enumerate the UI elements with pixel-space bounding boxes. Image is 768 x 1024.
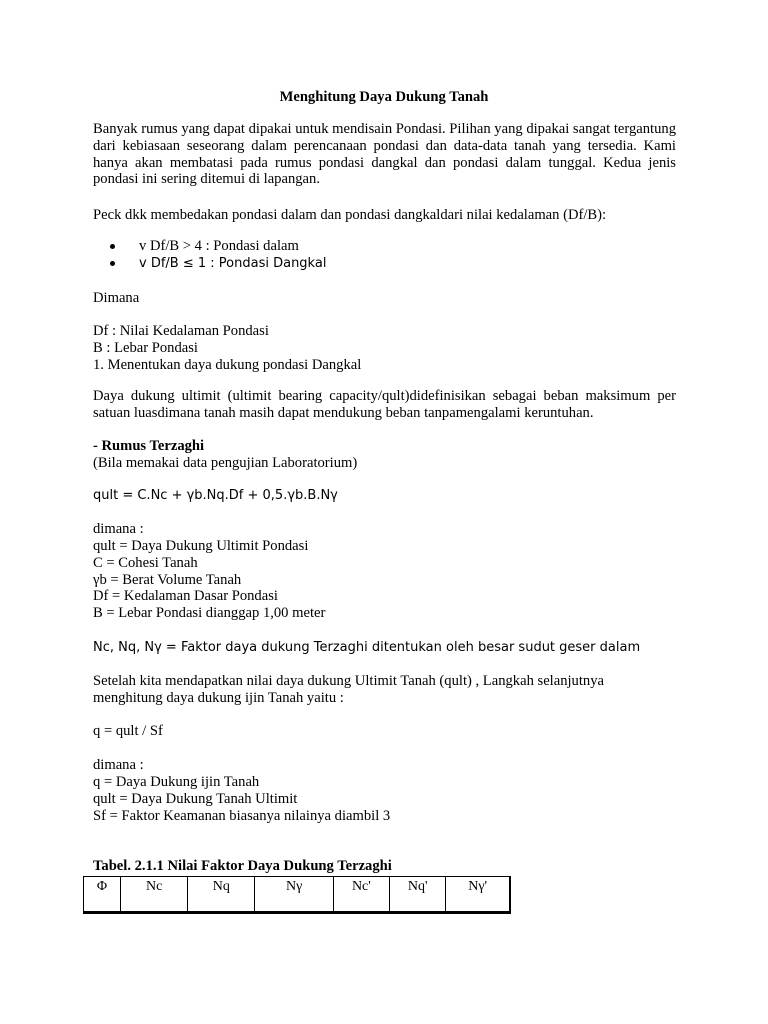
table-header-cell: Nc xyxy=(121,877,188,913)
bullet-icon xyxy=(110,244,115,249)
page-title: Menghitung Daya Dukung Tanah xyxy=(279,89,489,105)
definition-line: B = Lebar Pondasi dianggap 1,00 meter xyxy=(93,605,326,622)
table-header-cell: Nq xyxy=(188,877,255,913)
bearing-factor-table xyxy=(83,876,511,914)
table-header-cell: Nc' xyxy=(333,877,389,913)
definition-line: q = Daya Dukung ijin Tanah xyxy=(93,774,260,790)
depth-criteria-list xyxy=(110,238,326,272)
list-item xyxy=(110,238,326,255)
terzaghi-subheading: (Bila memakai data pengujian Laboratorium) xyxy=(93,455,358,471)
definitions-3 xyxy=(93,774,676,824)
definition-line: Df : Nilai Kedalaman Pondasi xyxy=(93,323,269,339)
intro-paragraph: Banyak rumus yang dapat dipakai untuk mendisain Pondasi. Pilihan yang dipakai sangat tergantung dari kebiasaan seseorang dalam perencanaan pondasi dan data-data tanah yang tersedia. Kami hanya akan membatasi pada rumus pondasi dangkal dan pondasi dalam tunggal. Kedua jenis pondasi ini sering ditemui di lapangan. xyxy=(93,121,676,188)
table-header-cell: Nγ xyxy=(255,877,333,913)
paragraph-line: menghitung daya dukung ijin Tanah yaitu : xyxy=(93,689,344,706)
definition-line: Df = Kedalaman Dasar Pondasi xyxy=(93,588,278,605)
dimana-label: Dimana xyxy=(93,290,140,306)
table-caption: Tabel. 2.1.1 Nilai Faktor Daya Dukung Terzaghi xyxy=(93,858,392,874)
list-item-text: v Df/B ≤ 1 : Pondasi Dangkal xyxy=(139,256,327,271)
definition-line: qult = Daya Dukung Tanah Ultimit xyxy=(93,790,298,807)
paragraph-line: Setelah kita mendapatkan nilai daya dukung Ultimit Tanah (qult) , Langkah selanjutnya xyxy=(93,673,604,689)
dimana-label-3: dimana : xyxy=(93,757,144,773)
definition-line: B : Lebar Pondasi xyxy=(93,339,198,356)
bullet-icon xyxy=(110,261,115,266)
definition-line: Sf = Faktor Keamanan biasanya nilainya diambil 3 xyxy=(93,807,391,824)
table-header-cell: Nγ' xyxy=(446,877,510,913)
list-item-text: v Df/B > 4 : Pondasi dalam xyxy=(139,238,299,254)
definition-line: C = Cohesi Tanah xyxy=(93,554,198,571)
allowable-formula: q = qult / Sf xyxy=(93,723,163,739)
definition-line: γb = Berat Volume Tanah xyxy=(93,571,242,588)
list-item xyxy=(110,255,326,272)
ultimate-paragraph: Daya dukung ultimit (ultimit bearing capacity/qult)didefinisikan sebagai beban maksimum per satuan luasdimana tanah masih dapat mendukung beban tanpamengalami keruntuhan. xyxy=(93,388,676,421)
table-header-cell: Φ xyxy=(84,877,121,913)
bearing-formula: qult = C.Nc + γb.Nq.Df + 0,5.γb.B.Nγ xyxy=(93,488,338,503)
definitions-2 xyxy=(93,538,676,622)
peck-paragraph: Peck dkk membedakan pondasi dalam dan pondasi dangkaldari nilai kedalaman (Df/B): xyxy=(93,207,607,223)
setelah-paragraph xyxy=(93,673,676,707)
definitions-1 xyxy=(93,323,676,373)
table-header-row xyxy=(84,877,511,913)
table-header-cell: Nq' xyxy=(390,877,446,913)
factors-line: Nc, Nq, Nγ = Faktor daya dukung Terzaghi ditentukan oleh besar sudut geser dalam xyxy=(93,640,641,655)
dimana-label-2: dimana : xyxy=(93,521,144,537)
definition-line: 1. Menentukan daya dukung pondasi Dangkal xyxy=(93,356,362,373)
definition-line: qult = Daya Dukung Ultimit Pondasi xyxy=(93,538,309,554)
terzaghi-heading: - Rumus Terzaghi xyxy=(93,438,205,454)
